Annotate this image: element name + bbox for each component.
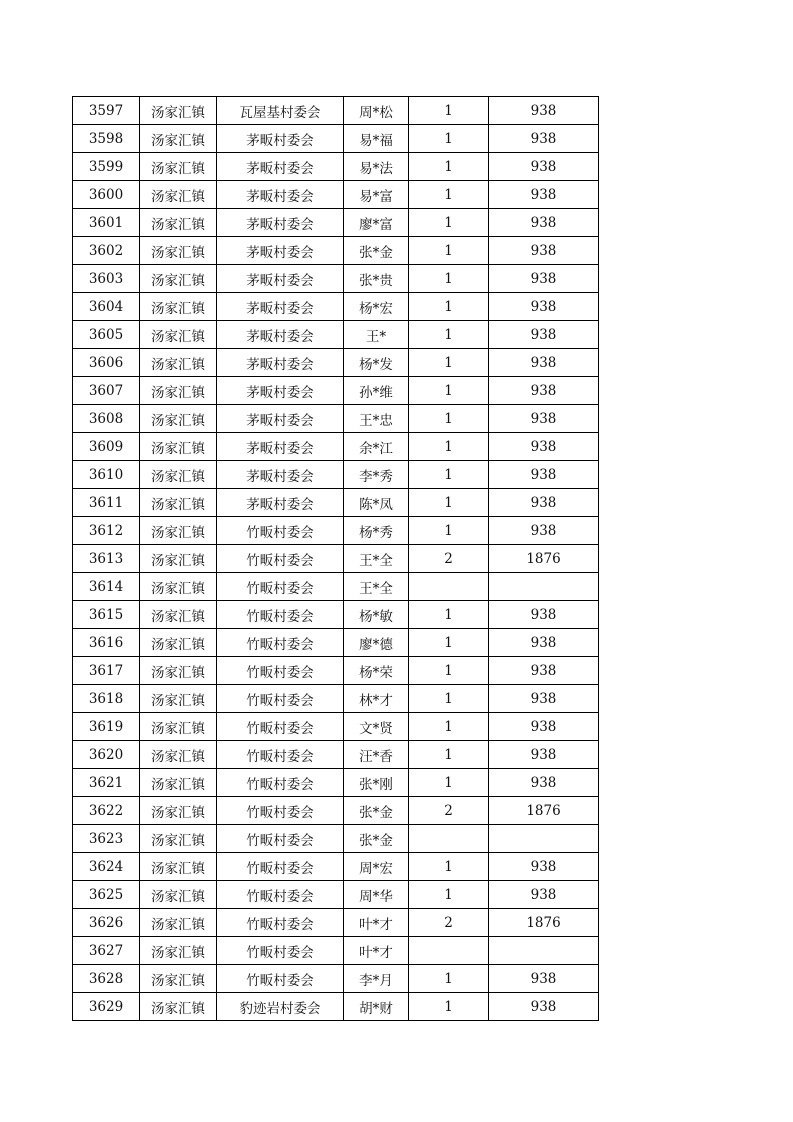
table-row (73, 993, 599, 1021)
table-row (73, 825, 599, 853)
cell-amount: 938 (489, 433, 599, 461)
cell-person-name: 廖*德 (344, 629, 409, 657)
cell-person-name: 杨*敏 (344, 601, 409, 629)
cell-serial-number: 3620 (73, 741, 140, 769)
cell-village-committee: 竹畈村委会 (217, 685, 344, 713)
cell-count: 1 (409, 125, 489, 153)
cell-person-name: 易*富 (344, 181, 409, 209)
cell-serial-number: 3608 (73, 405, 140, 433)
cell-village-committee: 茅畈村委会 (217, 349, 344, 377)
cell-count: 1 (409, 237, 489, 265)
cell-amount: 938 (489, 349, 599, 377)
cell-amount: 938 (489, 293, 599, 321)
cell-town: 汤家汇镇 (140, 461, 217, 489)
cell-person-name: 张*刚 (344, 769, 409, 797)
cell-town: 汤家汇镇 (140, 349, 217, 377)
cell-amount: 938 (489, 965, 599, 993)
cell-count: 2 (409, 545, 489, 573)
cell-count (409, 825, 489, 853)
cell-village-committee: 茅畈村委会 (217, 181, 344, 209)
cell-town: 汤家汇镇 (140, 741, 217, 769)
cell-serial-number: 3617 (73, 657, 140, 685)
cell-person-name: 张*金 (344, 237, 409, 265)
cell-serial-number: 3616 (73, 629, 140, 657)
cell-count: 1 (409, 433, 489, 461)
cell-amount: 938 (489, 489, 599, 517)
cell-count: 1 (409, 377, 489, 405)
cell-amount: 938 (489, 517, 599, 545)
cell-village-committee: 竹畈村委会 (217, 573, 344, 601)
cell-serial-number: 3609 (73, 433, 140, 461)
cell-serial-number: 3597 (73, 97, 140, 125)
cell-amount: 938 (489, 237, 599, 265)
table-row (73, 573, 599, 601)
cell-town: 汤家汇镇 (140, 97, 217, 125)
cell-village-committee: 茅畈村委会 (217, 489, 344, 517)
cell-serial-number: 3618 (73, 685, 140, 713)
cell-serial-number: 3621 (73, 769, 140, 797)
cell-town: 汤家汇镇 (140, 629, 217, 657)
cell-village-committee: 竹畈村委会 (217, 825, 344, 853)
table-row (73, 769, 599, 797)
cell-amount: 938 (489, 125, 599, 153)
cell-person-name: 周*宏 (344, 853, 409, 881)
cell-village-committee: 竹畈村委会 (217, 965, 344, 993)
cell-serial-number: 3604 (73, 293, 140, 321)
cell-person-name: 陈*凤 (344, 489, 409, 517)
cell-count: 1 (409, 349, 489, 377)
cell-serial-number: 3619 (73, 713, 140, 741)
cell-serial-number: 3613 (73, 545, 140, 573)
cell-person-name: 王*全 (344, 545, 409, 573)
cell-count: 1 (409, 517, 489, 545)
cell-serial-number: 3607 (73, 377, 140, 405)
cell-person-name: 孙*维 (344, 377, 409, 405)
cell-person-name: 李*月 (344, 965, 409, 993)
cell-amount: 938 (489, 657, 599, 685)
cell-serial-number: 3600 (73, 181, 140, 209)
cell-town: 汤家汇镇 (140, 713, 217, 741)
cell-count: 1 (409, 741, 489, 769)
cell-count: 1 (409, 881, 489, 909)
cell-amount: 938 (489, 209, 599, 237)
table-row (73, 125, 599, 153)
cell-town: 汤家汇镇 (140, 573, 217, 601)
cell-town: 汤家汇镇 (140, 405, 217, 433)
cell-town: 汤家汇镇 (140, 321, 217, 349)
cell-town: 汤家汇镇 (140, 153, 217, 181)
cell-person-name: 张*金 (344, 797, 409, 825)
cell-amount: 938 (489, 601, 599, 629)
cell-count (409, 937, 489, 965)
cell-amount: 1876 (489, 545, 599, 573)
table-row (73, 629, 599, 657)
cell-serial-number: 3615 (73, 601, 140, 629)
cell-town: 汤家汇镇 (140, 937, 217, 965)
cell-person-name: 文*贤 (344, 713, 409, 741)
cell-town: 汤家汇镇 (140, 517, 217, 545)
cell-count (409, 573, 489, 601)
cell-village-committee: 竹畈村委会 (217, 629, 344, 657)
cell-amount: 1876 (489, 797, 599, 825)
cell-person-name: 胡*财 (344, 993, 409, 1021)
cell-village-committee: 茅畈村委会 (217, 237, 344, 265)
cell-town: 汤家汇镇 (140, 265, 217, 293)
cell-person-name: 张*金 (344, 825, 409, 853)
cell-person-name: 易*法 (344, 153, 409, 181)
cell-serial-number: 3629 (73, 993, 140, 1021)
cell-serial-number: 3628 (73, 965, 140, 993)
cell-serial-number: 3598 (73, 125, 140, 153)
cell-village-committee: 瓦屋基村委会 (217, 97, 344, 125)
cell-count: 1 (409, 461, 489, 489)
cell-serial-number: 3625 (73, 881, 140, 909)
cell-town: 汤家汇镇 (140, 909, 217, 937)
cell-town: 汤家汇镇 (140, 797, 217, 825)
table-row (73, 209, 599, 237)
cell-amount: 938 (489, 461, 599, 489)
cell-person-name: 余*江 (344, 433, 409, 461)
cell-town: 汤家汇镇 (140, 209, 217, 237)
cell-amount: 938 (489, 153, 599, 181)
cell-count: 1 (409, 769, 489, 797)
cell-town: 汤家汇镇 (140, 293, 217, 321)
cell-count: 1 (409, 265, 489, 293)
cell-village-committee: 竹畈村委会 (217, 937, 344, 965)
cell-village-committee: 竹畈村委会 (217, 769, 344, 797)
cell-amount: 938 (489, 769, 599, 797)
cell-village-committee: 竹畈村委会 (217, 909, 344, 937)
cell-count: 1 (409, 489, 489, 517)
cell-village-committee: 竹畈村委会 (217, 545, 344, 573)
cell-count: 1 (409, 713, 489, 741)
cell-village-committee: 茅畈村委会 (217, 125, 344, 153)
cell-serial-number: 3599 (73, 153, 140, 181)
cell-town: 汤家汇镇 (140, 769, 217, 797)
cell-village-committee: 竹畈村委会 (217, 601, 344, 629)
table-body (73, 97, 599, 1021)
cell-person-name: 叶*才 (344, 937, 409, 965)
cell-village-committee: 豹迹岩村委会 (217, 993, 344, 1021)
table-row (73, 237, 599, 265)
cell-person-name: 王* (344, 321, 409, 349)
cell-person-name: 杨*荣 (344, 657, 409, 685)
table-row (73, 97, 599, 125)
cell-town: 汤家汇镇 (140, 489, 217, 517)
table-row (73, 741, 599, 769)
table-row (73, 433, 599, 461)
cell-serial-number: 3624 (73, 853, 140, 881)
cell-amount (489, 825, 599, 853)
cell-serial-number: 3627 (73, 937, 140, 965)
cell-serial-number: 3602 (73, 237, 140, 265)
table-row (73, 181, 599, 209)
cell-amount: 938 (489, 713, 599, 741)
cell-person-name: 叶*才 (344, 909, 409, 937)
cell-town: 汤家汇镇 (140, 993, 217, 1021)
table-row (73, 349, 599, 377)
table-row (73, 713, 599, 741)
cell-amount: 938 (489, 97, 599, 125)
cell-count: 1 (409, 601, 489, 629)
cell-count: 2 (409, 909, 489, 937)
cell-person-name: 易*福 (344, 125, 409, 153)
cell-serial-number: 3614 (73, 573, 140, 601)
cell-amount (489, 573, 599, 601)
table-row (73, 517, 599, 545)
cell-village-committee: 茅畈村委会 (217, 293, 344, 321)
table-row (73, 909, 599, 937)
table-row (73, 685, 599, 713)
cell-town: 汤家汇镇 (140, 965, 217, 993)
table-row (73, 293, 599, 321)
cell-village-committee: 竹畈村委会 (217, 881, 344, 909)
cell-town: 汤家汇镇 (140, 181, 217, 209)
cell-village-committee: 茅畈村委会 (217, 265, 344, 293)
cell-town: 汤家汇镇 (140, 433, 217, 461)
cell-village-committee: 茅畈村委会 (217, 153, 344, 181)
cell-count: 1 (409, 965, 489, 993)
cell-amount: 938 (489, 321, 599, 349)
cell-person-name: 张*贵 (344, 265, 409, 293)
cell-count: 2 (409, 797, 489, 825)
cell-person-name: 杨*宏 (344, 293, 409, 321)
table-row (73, 265, 599, 293)
cell-count: 1 (409, 181, 489, 209)
cell-village-committee: 竹畈村委会 (217, 517, 344, 545)
cell-amount: 938 (489, 993, 599, 1021)
cell-village-committee: 竹畈村委会 (217, 797, 344, 825)
cell-person-name: 汪*香 (344, 741, 409, 769)
cell-serial-number: 3603 (73, 265, 140, 293)
cell-count: 1 (409, 629, 489, 657)
cell-serial-number: 3601 (73, 209, 140, 237)
table-row (73, 797, 599, 825)
cell-village-committee: 茅畈村委会 (217, 377, 344, 405)
cell-amount: 1876 (489, 909, 599, 937)
cell-amount: 938 (489, 181, 599, 209)
cell-town: 汤家汇镇 (140, 657, 217, 685)
table-row (73, 881, 599, 909)
cell-amount (489, 937, 599, 965)
cell-person-name: 周*华 (344, 881, 409, 909)
cell-person-name: 林*才 (344, 685, 409, 713)
cell-person-name: 王*忠 (344, 405, 409, 433)
data-table (72, 96, 599, 1021)
cell-amount: 938 (489, 853, 599, 881)
cell-village-committee: 竹畈村委会 (217, 741, 344, 769)
cell-village-committee: 茅畈村委会 (217, 321, 344, 349)
cell-count: 1 (409, 993, 489, 1021)
cell-count: 1 (409, 405, 489, 433)
table-row (73, 545, 599, 573)
cell-amount: 938 (489, 377, 599, 405)
table-row (73, 321, 599, 349)
table-row (73, 461, 599, 489)
cell-town: 汤家汇镇 (140, 237, 217, 265)
cell-town: 汤家汇镇 (140, 881, 217, 909)
cell-count: 1 (409, 153, 489, 181)
cell-serial-number: 3623 (73, 825, 140, 853)
table-row (73, 937, 599, 965)
cell-amount: 938 (489, 629, 599, 657)
cell-village-committee: 茅畈村委会 (217, 405, 344, 433)
cell-person-name: 廖*富 (344, 209, 409, 237)
table-row (73, 853, 599, 881)
cell-count: 1 (409, 685, 489, 713)
cell-village-committee: 茅畈村委会 (217, 461, 344, 489)
cell-serial-number: 3612 (73, 517, 140, 545)
cell-person-name: 杨*秀 (344, 517, 409, 545)
cell-serial-number: 3606 (73, 349, 140, 377)
cell-town: 汤家汇镇 (140, 825, 217, 853)
table-row (73, 153, 599, 181)
cell-count: 1 (409, 321, 489, 349)
cell-town: 汤家汇镇 (140, 853, 217, 881)
cell-town: 汤家汇镇 (140, 601, 217, 629)
cell-town: 汤家汇镇 (140, 125, 217, 153)
cell-village-committee: 竹畈村委会 (217, 713, 344, 741)
table-row (73, 657, 599, 685)
table-row (73, 601, 599, 629)
cell-town: 汤家汇镇 (140, 685, 217, 713)
cell-serial-number: 3622 (73, 797, 140, 825)
cell-count: 1 (409, 657, 489, 685)
cell-person-name: 周*松 (344, 97, 409, 125)
cell-serial-number: 3610 (73, 461, 140, 489)
cell-serial-number: 3611 (73, 489, 140, 517)
cell-serial-number: 3626 (73, 909, 140, 937)
cell-town: 汤家汇镇 (140, 377, 217, 405)
cell-person-name: 李*秀 (344, 461, 409, 489)
cell-village-committee: 茅畈村委会 (217, 433, 344, 461)
cell-village-committee: 竹畈村委会 (217, 657, 344, 685)
cell-amount: 938 (489, 405, 599, 433)
cell-person-name: 杨*发 (344, 349, 409, 377)
cell-village-committee: 茅畈村委会 (217, 209, 344, 237)
cell-amount: 938 (489, 265, 599, 293)
cell-amount: 938 (489, 741, 599, 769)
cell-village-committee: 竹畈村委会 (217, 853, 344, 881)
cell-count: 1 (409, 853, 489, 881)
cell-amount: 938 (489, 685, 599, 713)
table-row (73, 405, 599, 433)
cell-count: 1 (409, 209, 489, 237)
cell-amount: 938 (489, 881, 599, 909)
table-row (73, 965, 599, 993)
table-row (73, 377, 599, 405)
cell-town: 汤家汇镇 (140, 545, 217, 573)
cell-person-name: 王*全 (344, 573, 409, 601)
cell-serial-number: 3605 (73, 321, 140, 349)
table-row (73, 489, 599, 517)
cell-count: 1 (409, 97, 489, 125)
cell-count: 1 (409, 293, 489, 321)
